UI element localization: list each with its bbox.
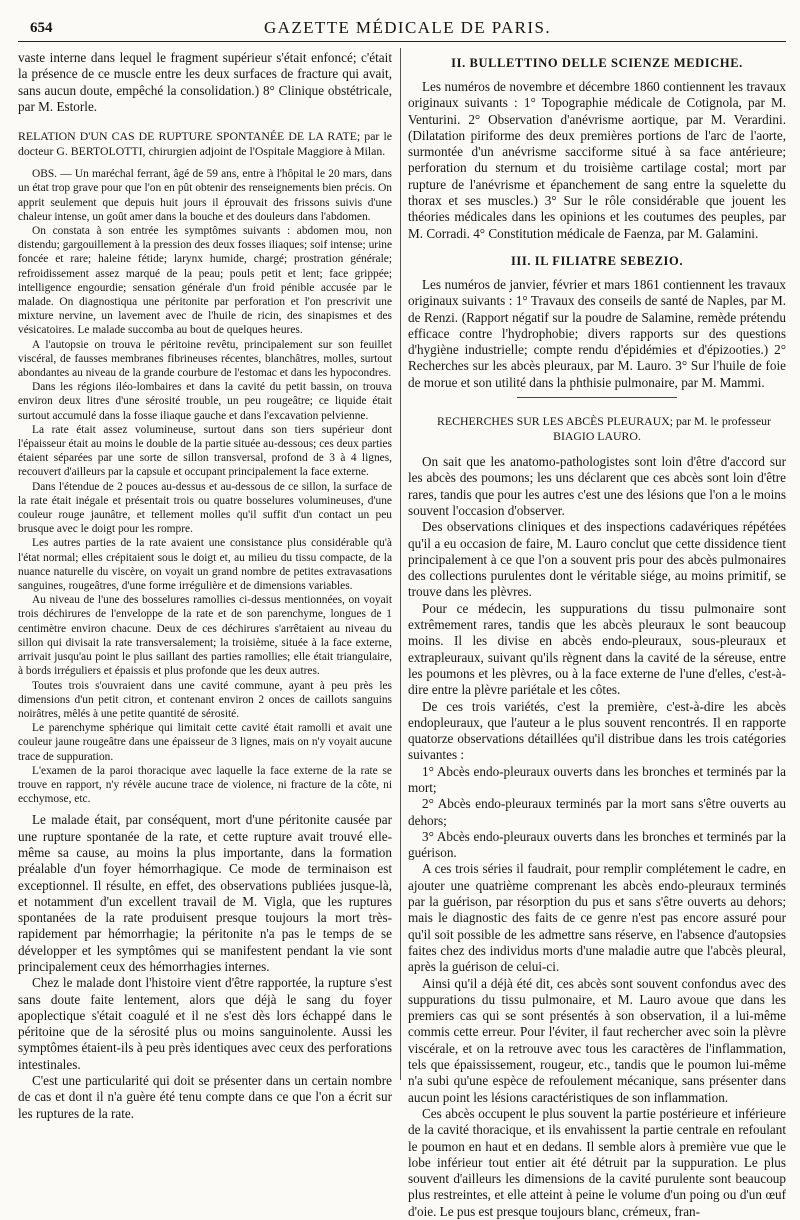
section-title-bullettino: II. BULLETTINO DELLE SCIENZE MEDICHE. — [451, 56, 743, 70]
article-title-rate: RELATION D'UN CAS DE RUPTURE SPONTANÉE DE LA RATE; par le docteur G. BERTOLOTTI, chirurgien adjoint de l'Ospitale Maggiore à Milan. — [18, 129, 392, 159]
article-paragraph: Des observations cliniques et des inspections cadavériques répétées qu'il a eu occasion de faire, M. Lauro conclut que cette dissidence tient principalement à ce que l'on a souvent pris pour des abcès pulmonaires des collections purulentes dont le véritable siége, au moins primitif, se trouve dans les plèvres. — [408, 519, 786, 600]
section-title-filiatre: III. IL FILIATRE SEBEZIO. — [510, 253, 684, 268]
abces-article-block — [408, 454, 786, 1220]
list-item: 3° Abcès endo-pleuraux ouverts dans les bronches et terminés par la guérison. — [408, 828, 786, 861]
article-paragraph: A ces trois séries il faudrait, pour remplir complétement le cadre, en ajouter une quatrième comprenant les abcès endo-pleuraux terminés par la guérison, par résorption du pus et sans s'être ouverts au dehors; mais le diagnostic des faits de ce genre n'est pas encore assuré pour qu'il soit possible de les admettre sans réserve, en l'absence d'autopsies faites chez des individus morts d'une maladie autre que l'abcès pleural, après la guérison de celui-ci. — [408, 861, 786, 975]
list-item: 1° Abcès endo-pleuraux ouverts dans les bronches et terminés par la mort; — [408, 763, 786, 795]
obs-paragraph: A l'autopsie on trouva le péritoine revêtu, principalement sur son feuillet viscéral, de fausses membranes fibrineuses récentes, blanchâtres, molles, surtout abondantes au niveau de la grande courbure de l'estomac et dans les hypocondres. — [18, 338, 392, 380]
commentary-block — [18, 812, 392, 1122]
column-divider — [400, 48, 401, 1080]
page-number: 654 — [30, 20, 53, 36]
header-rule — [18, 41, 786, 42]
continuation-paragraph: vaste interne dans lequel le fragment supérieur s'était enfoncé; c'était la présence de ce muscle entre les deux surfaces de fracture qui avait, sans aucun doute, empêché la consolidation.) 8° Clinique obstétricale, par M. Estorle. — [18, 50, 392, 114]
observation-block — [18, 167, 392, 806]
obs-paragraph: L'examen de la paroi thoracique avec laquelle la face externe de la rate se trouve en rapport, n'y révèle aucune trace de violence, ni fracture de la côte, ni ecchymose, etc. — [18, 764, 392, 806]
running-title: GAZETTE MÉDICALE DE PARIS. — [264, 18, 551, 37]
section-paragraph: Les numéros de janvier, février et mars 1861 contiennent les travaux originaux suivants : 1° Travaux des conseils de santé de Naples, par M. de Renzi. (Rapport négatif sur la poudre de Salamine, remède prétendu efficace contre l'hydrophobie; divers rapports sur des questions d'hygiène industrielle; compte rendu d'épidémies et d'épizooties.) 2° Recherches sur les abcès pleuraux, par M. Lauro. 3° Sur l'huile de foie de morue et son utilité dans la phthisie pulmonaire, par M. Mammi. — [408, 276, 786, 390]
article-paragraph: Ainsi qu'il a déjà été dit, ces abcès sont souvent confondus avec des suppurations du tissu pulmonaire, et M. Lauro avoue que dans les premiers cas qui se sont présentés à son observation, il a lui-même commis cette erreur. Pour l'éviter, il faut rechercher avec soin la plèvre viscérale, et on la retrouve avec tous les caractères de l'inflammation, tels que épaississement, rougeur, etc., tandis que le poumon lui-même n'a subi qu'une espèce de refoulement mécanique, sans présenter dans aucun point les lésions caractéristiques de son inflammation. — [408, 975, 786, 1105]
continuation-block — [18, 50, 392, 115]
obs-paragraph: Les autres parties de la rate avaient une consistance plus considérable qu'à l'état normal; elles crépitaient sous le doigt et, au milieu du tissu compacte, de la nuance naturelle du viscère, on voyait un grand nombre de petites extravasations sanguines, rougeâtres, d'une forme irrégulière et de dimensions variables. — [18, 537, 392, 593]
commentary-paragraph: Le malade était, par conséquent, mort d'une péritonite causée par une rupture spontanée de la rate, et cette rupture avait trouvé elle-même sa cause, au moins la plus importante, dans la formation préalable d'un foyer hémorrhagique. Ce mode de terminaison est exceptionnel. Il résulte, en effet, des observations publiées jusque-là, et notamment d'un excellent travail de M. Vigla, que les ruptures spontanées de la rate produisent presque toujours la mort très-rapidement par hémorrhagie; la péritonite n'a pas le temps de se développer et les symptômes qui se manifestent pendant la vie sont principalement ceux des hémorrhagies internes. — [18, 812, 392, 974]
left-column — [18, 50, 392, 1121]
separator-rule — [517, 397, 677, 398]
commentary-paragraph: Chez le malade dont l'histoire vient d'être rapportée, la rupture s'est sans doute faite lentement, alors que déjà le sang du foyer apoplectique s'était coagulé et il ne s'est dès lors échappé dans le péritoine que de la sérosité plus ou moins sanguinolente. Aussi les symptômes étaient-ils à peu près identiques avec ceux des perforations intestinales. — [18, 975, 392, 1072]
article-title-abces: RECHERCHES SUR LES ABCÈS PLEURAUX; par M. le professeur BIAGIO LAURO. — [437, 414, 771, 444]
section-paragraph: Les numéros de novembre et décembre 1860 contiennent les travaux originaux suivants : 1° Topographie médicale de Cotignola, par M. Venturini. 2° Observation d'anévrisme aortique, par M. Verardini. (Dilatation piriforme des deux premières portions de l'arc de l'aorte, surmontée d'un anévrisme sacciforme situé à sa face antérieure; perforation du sternum et du troisième cartilage costal; mort par rupture de l'anévrisme et épanchement de sang entre la squelette du thorax et ses muscles.) 3° Sur le rôle considérable que jouent les théories médicales dans les opinions et les coutumes des peuples, par M. Corradi. 4° Constitution médicale de Faenza, par M. Galamini. — [408, 79, 786, 241]
obs-paragraph: Dans les régions iléo-lombaires et dans la cavité du petit bassin, on trouva environ deux litres d'une sérosité trouble, un peu rougeâtre; ce liquide était surtout accumulé dans la fosse iliaque gauche et dans l'excavation pelvienne. — [18, 381, 392, 422]
obs-paragraph: La rate était assez volumineuse, surtout dans son tiers supérieur dont l'épaisseur était au moins le double de la partie située au-dessous; ces deux parties étaient séparées par une sorte de sillon transversal, profond de 3 à 4 lignes, recouvert d'ailleurs par la capsule et occupant principalement la face externe. — [18, 423, 392, 479]
obs-paragraph: OBS. — Un maréchal ferrant, âgé de 59 ans, entre à l'hôpital le 20 mars, dans un état trop grave pour que l'on en pût obtenir des renseignements bien précis. On apprit seulement que depuis huit jours il éprouvait des frissons suivis d'une chaleur intense, un goût amer dans la bouche et des douleurs dans l'abdomen. — [18, 168, 392, 223]
article-paragraph: Ces abcès occupent le plus souvent la partie postérieure et inférieure de la cavité thoracique, et ils envahissent la partie centrale en refoulant le poumon en haut et en dedans. Il semble alors à première vue que le lobe inférieur tout entier ait été détruit par la suppuration. Le plus souvent d'ailleurs les dimensions de la cavité purulente sont beaucoup plus restreintes, et elle atteint à peine le volume d'un poing ou d'un œuf d'oie. Le pus est presque toujours blanc, crémeux, fran- — [408, 1105, 786, 1219]
obs-paragraph: Toutes trois s'ouvraient dans une cavité commune, ayant à peu près les dimensions d'un petit citron, et contenant environ 2 onces de caillots sanguins noirâtres, mêlés à une petite quantité de sérosité. — [18, 679, 392, 720]
obs-paragraph: On constata à son entrée les symptômes suivants : abdomen mou, non distendu; gargouillement à la pression des deux fosses iliaques; soif intense; urine foncée et rare; haleine fétide; larynx humide, chargé; prostration générale; refroidissement assez marqué de la peau; pouls petit et lent; face grippée; intelligence engourdie; sensation générale d'un froid pénible accusée par le malade. On diagnostiqua une péritonite par perforation et l'on prescrivit une mixture nervine, un lavement avec de l'huile de ricin, des sinapismes et des vésicatoires. Le malade succomba au bout de quelques heures. — [18, 225, 392, 337]
commentary-paragraph: C'est une particularité qui doit se présenter dans un certain nombre de cas et dont il n'a guère été tenu compte dans ce que l'on a écrit sur les ruptures de la rate. — [18, 1073, 392, 1121]
article-paragraph: Pour ce médecin, les suppurations du tissu pulmonaire sont extrêmement rares, tandis que les abcès pleuraux le sont beaucoup moins. Il les divise en abcès endo-pleuraux, sous-pleuraux et extrapleuraux, suivant qu'ils règnent dans la cavité de la séreuse, entre les poumons et les plèvres, ou à la face externe de l'une d'elles, c'est-à-dire entre la plèvre pariétale et les côtes. — [408, 600, 786, 698]
article-paragraph: De ces trois variétés, c'est la première, c'est-à-dire les abcès endopleuraux, que l'auteur a le plus souvent rencontrés. Il en rapporte quatorze observations détaillées qu'il distribue dans les trois catégories suivantes : — [408, 698, 786, 763]
article-paragraph: On sait que les anatomo-pathologistes sont loin d'être d'accord sur les abcès des poumons; les uns déclarent que ces abcès sont loin d'être rares, tandis que pour les autres c'est une des lésions que l'on a le moins souvent l'occasion d'observer. — [408, 454, 786, 518]
page-header — [30, 18, 785, 42]
obs-paragraph: Au niveau de l'une des bosselures ramollies ci-dessus mentionnées, on voyait trois déchirures de l'enveloppe de la rate et de son parenchyme, longues de 1 centimètre environ chacune. Deux de ces déchirures s'arrêtaient au niveau du sillon qui divisait la rate transversalement; la troisième, située à la face externe, arrivait jusqu'au point le plus saillant des parties ramollies; elle était triangulaire, à bords irréguliers et épaissis et plus profonde que les deux autres. — [18, 594, 392, 678]
obs-paragraph: Dans l'étendue de 2 pouces au-dessus et au-dessous de ce sillon, la surface de la rate était inégale et présentait trois ou quatre bosselures volumineuses, d'une couleur rouge jaunâtre, et tellement molles qu'il suffit d'un contact un peu brusque avec le doigt pour les rompre. — [18, 480, 392, 536]
list-item: 2° Abcès endo-pleuraux terminés par la mort sans s'être ouverts au dehors; — [408, 796, 786, 828]
right-column — [408, 50, 786, 1219]
obs-paragraph: Le parenchyme sphérique qui limitait cette cavité était ramolli et avait une couleur jaune rougeâtre dans une épaisseur de 3 lignes, mais on n'y voyait aucune trace de suppuration. — [18, 722, 392, 763]
